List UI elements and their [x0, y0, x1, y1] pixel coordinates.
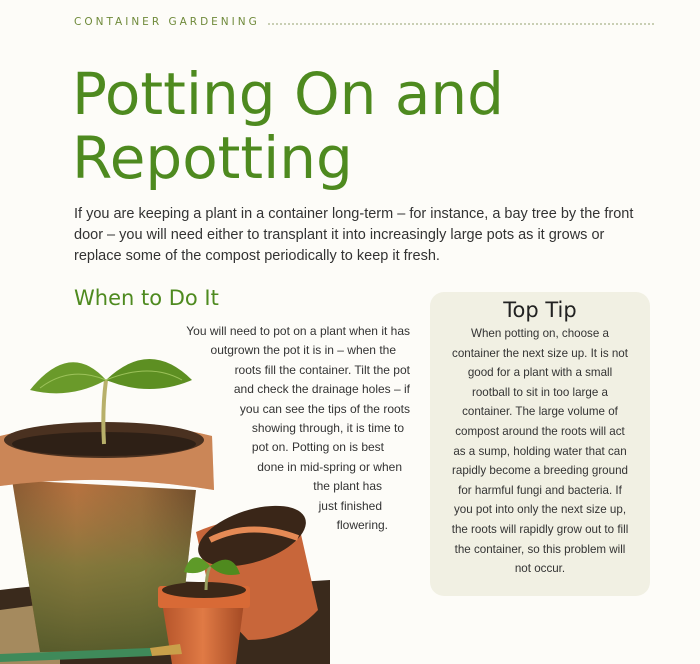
body-line: showing through, it is time to — [251, 421, 404, 435]
tip-line: container. The large volume of — [462, 405, 618, 419]
title-line-2: Repotting — [72, 124, 353, 192]
tip-line: rootball to sit in too large a — [472, 385, 608, 399]
tip-line: as a sump, holding water that can — [453, 444, 627, 458]
body-line: outgrown the pot it is in – when the — [210, 343, 396, 358]
body-line: flowering. — [336, 518, 388, 532]
running-head — [74, 16, 654, 28]
tip-line: good for a plant with a small — [467, 366, 613, 380]
page-title — [72, 62, 632, 190]
running-head-label: CONTAINER GARDENING — [74, 16, 260, 28]
top-tip-box — [430, 292, 650, 596]
tip-line: the roots will rapidly grow out to fill — [451, 522, 629, 536]
tip-line: the container, so this problem will — [454, 542, 626, 556]
section-heading: When to Do It — [74, 286, 219, 310]
tip-line: container the next size up. It is not — [452, 346, 628, 360]
title-line-1: Potting On and — [72, 60, 504, 128]
tip-line: When potting on, choose a — [471, 327, 609, 340]
body-line: just finished — [318, 498, 382, 513]
tip-line: you pot into only the next size up, — [453, 503, 627, 517]
top-tip-text — [430, 324, 650, 579]
body-line: You will need to pot on a plant when it has — [186, 324, 410, 338]
tip-line: compost around the roots will act — [455, 424, 625, 438]
tip-line: not occur. — [514, 562, 566, 576]
running-head-dotted-rule — [268, 23, 654, 25]
body-line: and check the drainage holes – if — [233, 382, 410, 397]
tip-line: for harmful fungi and bacteria. If — [458, 483, 622, 497]
body-line: pot on. Potting on is best — [251, 440, 384, 455]
body-line: the plant has — [313, 479, 382, 494]
tip-line: rapidly become a breeding ground — [452, 464, 628, 478]
intro-paragraph: If you are keeping a plant in a container long-term – for instance, a bay tree by the front door – you will need either to transplant it into increasingly large pots as it grows or replace some of the compost periodically to keep it fresh. — [74, 206, 634, 264]
body-line: roots fill the container. Tilt the pot — [234, 362, 410, 377]
top-tip-heading: Top Tip — [503, 298, 577, 322]
body-line: you can see the tips of the roots — [239, 401, 410, 416]
body-line: done in mid-spring or when — [257, 459, 402, 474]
